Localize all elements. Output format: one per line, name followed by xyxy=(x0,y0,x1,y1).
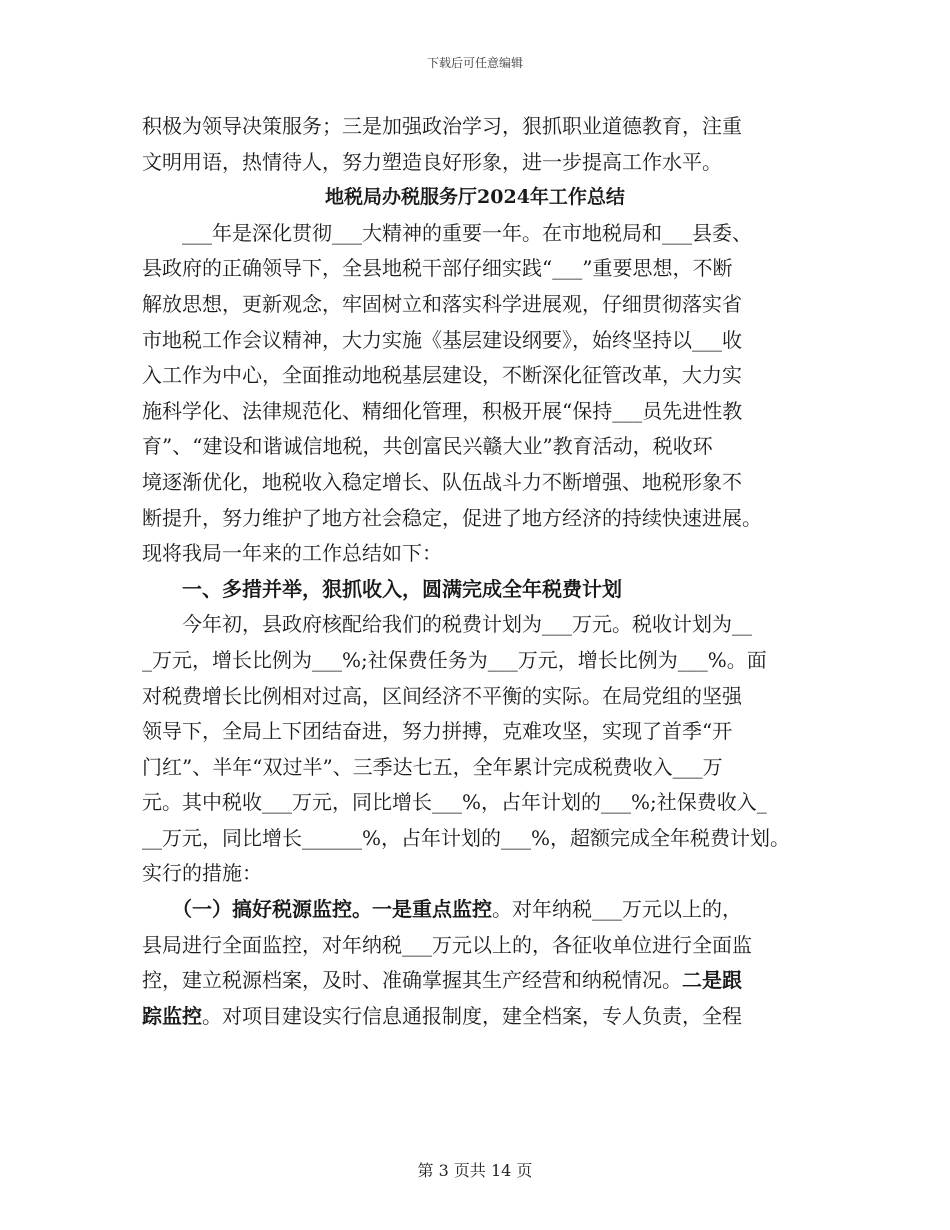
paragraph-line: 今年初，县政府核配给我们的税费计划为___万元。税收计划为__ xyxy=(142,612,752,637)
paragraph-line: 元。其中税收___万元，同比增长___%，占年计划的___%;社保费收入_ xyxy=(142,790,767,815)
paragraph-line: 现将我局一年来的工作总结如下： xyxy=(142,541,442,566)
paragraph-line xyxy=(142,964,808,1000)
paragraph-line: 实行的措施： xyxy=(142,861,262,886)
paragraph-line: 解放思想，更新观念，牢固树立和落实科学进展观，仔细贯彻落实省 xyxy=(142,291,742,316)
subsection-heading: （一）搞好税源监控。一是重点监控 xyxy=(182,897,492,922)
paragraph-text: 。对年纳税___万元以上的， xyxy=(492,897,742,922)
document-title: 地税局办税服务厅2024年工作总结 xyxy=(325,186,625,209)
paragraph-line: 文明用语，热情待人，努力塑造良好形象，进一步提高工作水平。 xyxy=(142,149,722,174)
subsection-line xyxy=(142,893,808,929)
paragraph-line: 领导下，全局上下团结奋进，努力拼搏，克难攻坚，实现了首季“开 xyxy=(142,719,733,744)
paragraph-line: __万元，同比增长______%，占年计划的___%，超额完成全年税费计划。 xyxy=(142,825,791,850)
paragraph-line: 对税费增长比例相对过高，区间经济不平衡的实际。在局党组的坚强 xyxy=(142,683,742,708)
paragraph-text: 。对项目建设实行信息通报制度，建全档案，专人负责，全程 xyxy=(202,1003,742,1028)
indent xyxy=(142,897,182,921)
page-header: 下载后可任意编辑 xyxy=(426,56,523,70)
inline-heading: 二是跟 xyxy=(682,968,742,993)
paragraph-line: 市地税工作会议精神，大力实施《基层建设纲要》，始终坚持以___收 xyxy=(142,327,742,352)
document-body xyxy=(142,110,808,1035)
paragraph-line: _万元，增长比例为___%;社保费任务为___万元，增长比例为___%。面 xyxy=(142,647,767,672)
paragraph-line: ___年是深化贯彻___大精神的重要一年。在市地税局和___县委、 xyxy=(142,220,752,245)
paragraph-line: 门红”、半年“双过半”、三季达七五，全年累计完成税费收入___万 xyxy=(142,754,723,779)
inline-heading: 踪监控 xyxy=(142,1003,202,1028)
paragraph-line: 境逐渐优化，地税收入稳定增长、队伍战斗力不断增强、地税形象不 xyxy=(142,469,742,494)
paragraph-line: 断提升，努力维护了地方社会稳定，促进了地方经济的持续快速进展。 xyxy=(142,505,762,530)
paragraph-line: 县政府的正确领导下，全县地税干部仔细实践“___”重要思想，不断 xyxy=(142,256,733,281)
page-footer: 第 3 页共 14 页 xyxy=(417,1161,533,1180)
paragraph-line: 育”、“建设和谐诚信地税，共创富民兴赣大业”教育活动，税收环 xyxy=(142,434,713,459)
paragraph-text: 控，建立税源档案，及时、准确掌握其生产经营和纳税情况。 xyxy=(142,968,682,993)
paragraph-line: 入工作为中心，全面推动地税基层建设，不断深化征管改革，大力实 xyxy=(142,363,742,388)
paragraph-line: 积极为领导决策服务；三是加强政治学习，狠抓职业道德教育，注重 xyxy=(142,114,742,138)
paragraph-line: 县局进行全面监控，对年纳税___万元以上的，各征收单位进行全面监 xyxy=(142,932,752,957)
paragraph-line: 施科学化、法律规范化、精细化管理，积极开展“保持___员先进性教 xyxy=(142,398,743,423)
section-heading: 一、多措并举，狠抓收入，圆满完成全年税费计划 xyxy=(142,576,622,601)
paragraph-line xyxy=(142,1000,808,1036)
